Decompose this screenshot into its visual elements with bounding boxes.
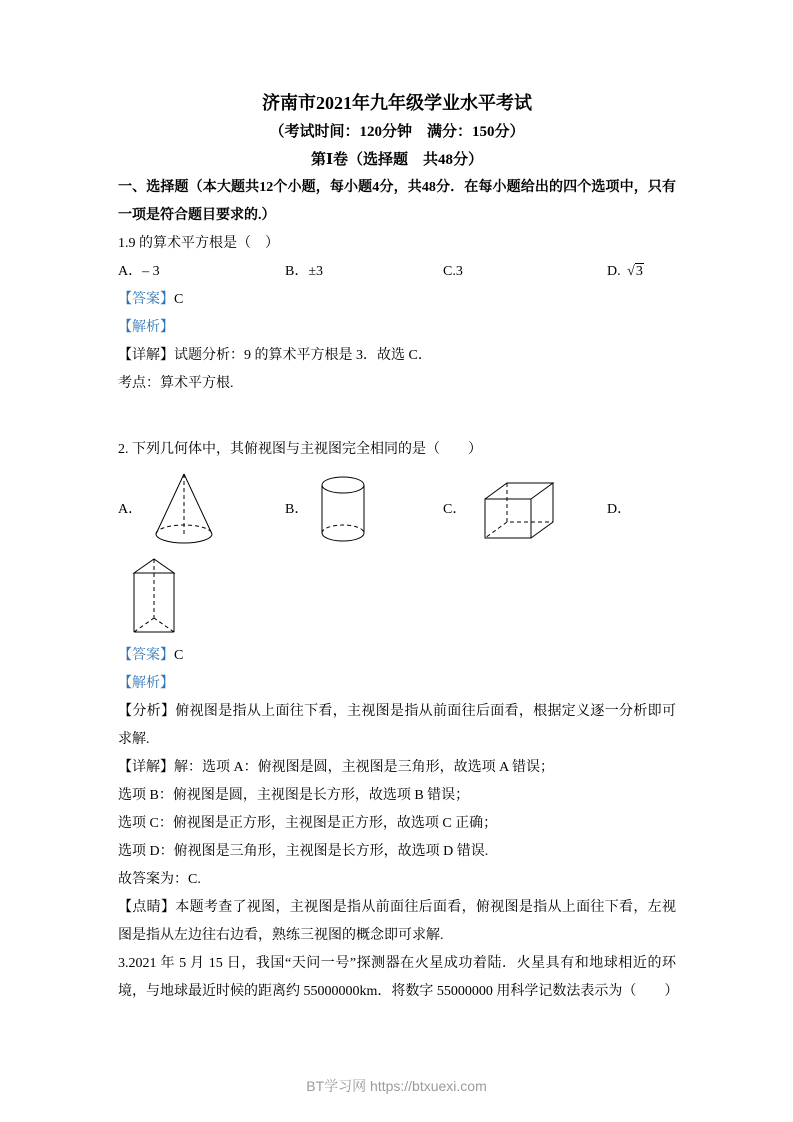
q2-option-d (607, 466, 631, 554)
q2-analysis-text: 【分析】俯视图是指从上面往下看，主视图是指从前面往后面看，根据定义逐一分析即可求解. (118, 704, 676, 747)
q1-option-c: C.3 (443, 264, 463, 279)
q2-option-c (443, 466, 559, 554)
exam-info: （考试时间：120分钟 满分：150分） (269, 124, 525, 140)
q2-stem: 2. 下列几何体中，其俯视图与主视图完全相同的是（ ） (118, 442, 482, 457)
q2-option-a-label: A． (118, 502, 143, 517)
q2-answer-value: C (174, 648, 184, 663)
sqrt-3-expression (627, 258, 644, 286)
q1-option-d (607, 258, 644, 286)
q1-option-a: A．– 3 (118, 264, 160, 279)
radical-sign: √ (627, 264, 635, 279)
q2-answer-line (118, 642, 676, 670)
q1-detail: 【详解】试题分析：9 的算术平方根是 3．故选 C． (118, 348, 432, 363)
triangular-prism-figure (126, 554, 182, 638)
q2-detail-line-2: 选项 B：俯视图是圆，主视图是长方形，故选项 B 错误； (118, 788, 470, 803)
section-intro: 一、选择题（本大题共12个小题，每小题4分，共48分．在每小题给出的四个选项中，只有一项是符合题目要求的.） (118, 180, 676, 223)
answer-label: 【答案】 (118, 292, 174, 307)
answer-label: 【答案】 (118, 648, 174, 663)
cone-figure (151, 470, 217, 550)
q1-answer-line (118, 286, 676, 314)
q3-stem: 3.2021 年 5 月 15 日，我国“天问一号”探测器在火星成功着陆．火星具有和地球相近的环境，与地球最近时候的距离约 55000000km．将数字 55000000 用科学记数法表示为（ ） (118, 956, 679, 999)
q2-detail-line-1: 【详解】解：选项 A：俯视图是圆，主视图是三角形，故选项 A 错误； (118, 760, 554, 775)
q1-option-d-label: D. (607, 264, 621, 279)
q2-figures-row (118, 466, 676, 554)
q1-options (118, 258, 676, 286)
q1-answer-value: C (174, 292, 184, 307)
q1-option-b: B．±3 (285, 264, 324, 279)
q1-point: 考点：算术平方根. (118, 376, 234, 391)
cylinder-figure (317, 475, 369, 545)
section-title: 第Ⅰ卷（选择题 共48分） (310, 152, 484, 168)
q2-option-b-label: B． (285, 502, 309, 517)
analysis-label: 【解析】 (118, 676, 174, 691)
q2-option-c-label: C． (443, 502, 467, 517)
q1-analysis-line (118, 314, 676, 342)
q2-detail-line-5: 故答案为：C. (118, 872, 201, 887)
q2-analysis-line (118, 670, 676, 698)
radicand: 3 (635, 264, 643, 279)
analysis-label: 【解析】 (118, 320, 174, 335)
q2-detail-line-4: 选项 D：俯视图是三角形，主视图是长方形，故选项 D 错误. (118, 844, 489, 859)
q1-stem: 1.9 的算术平方根是（ ） (118, 236, 279, 251)
q2-note: 【点睛】本题考查了视图，主视图是指从前面往后面看，俯视图是指从上面往下看，左视图是指从左边往右边看，熟练三视图的概念即可求解. (118, 900, 676, 943)
q2-option-a (118, 466, 217, 554)
cube-figure (475, 476, 559, 544)
q2-detail-line-3: 选项 C：俯视图是正方形，主视图是正方形，故选项 C 正确； (118, 816, 498, 831)
q2-option-b (285, 466, 369, 554)
exam-title: 济南市2021年九年级学业水平考试 (262, 93, 532, 113)
footer-watermark: BT学习网 https://btxuexi.com (306, 1078, 487, 1094)
q2-option-d-label: D． (607, 502, 632, 517)
q2-option-d-figure-wrap (118, 554, 676, 642)
